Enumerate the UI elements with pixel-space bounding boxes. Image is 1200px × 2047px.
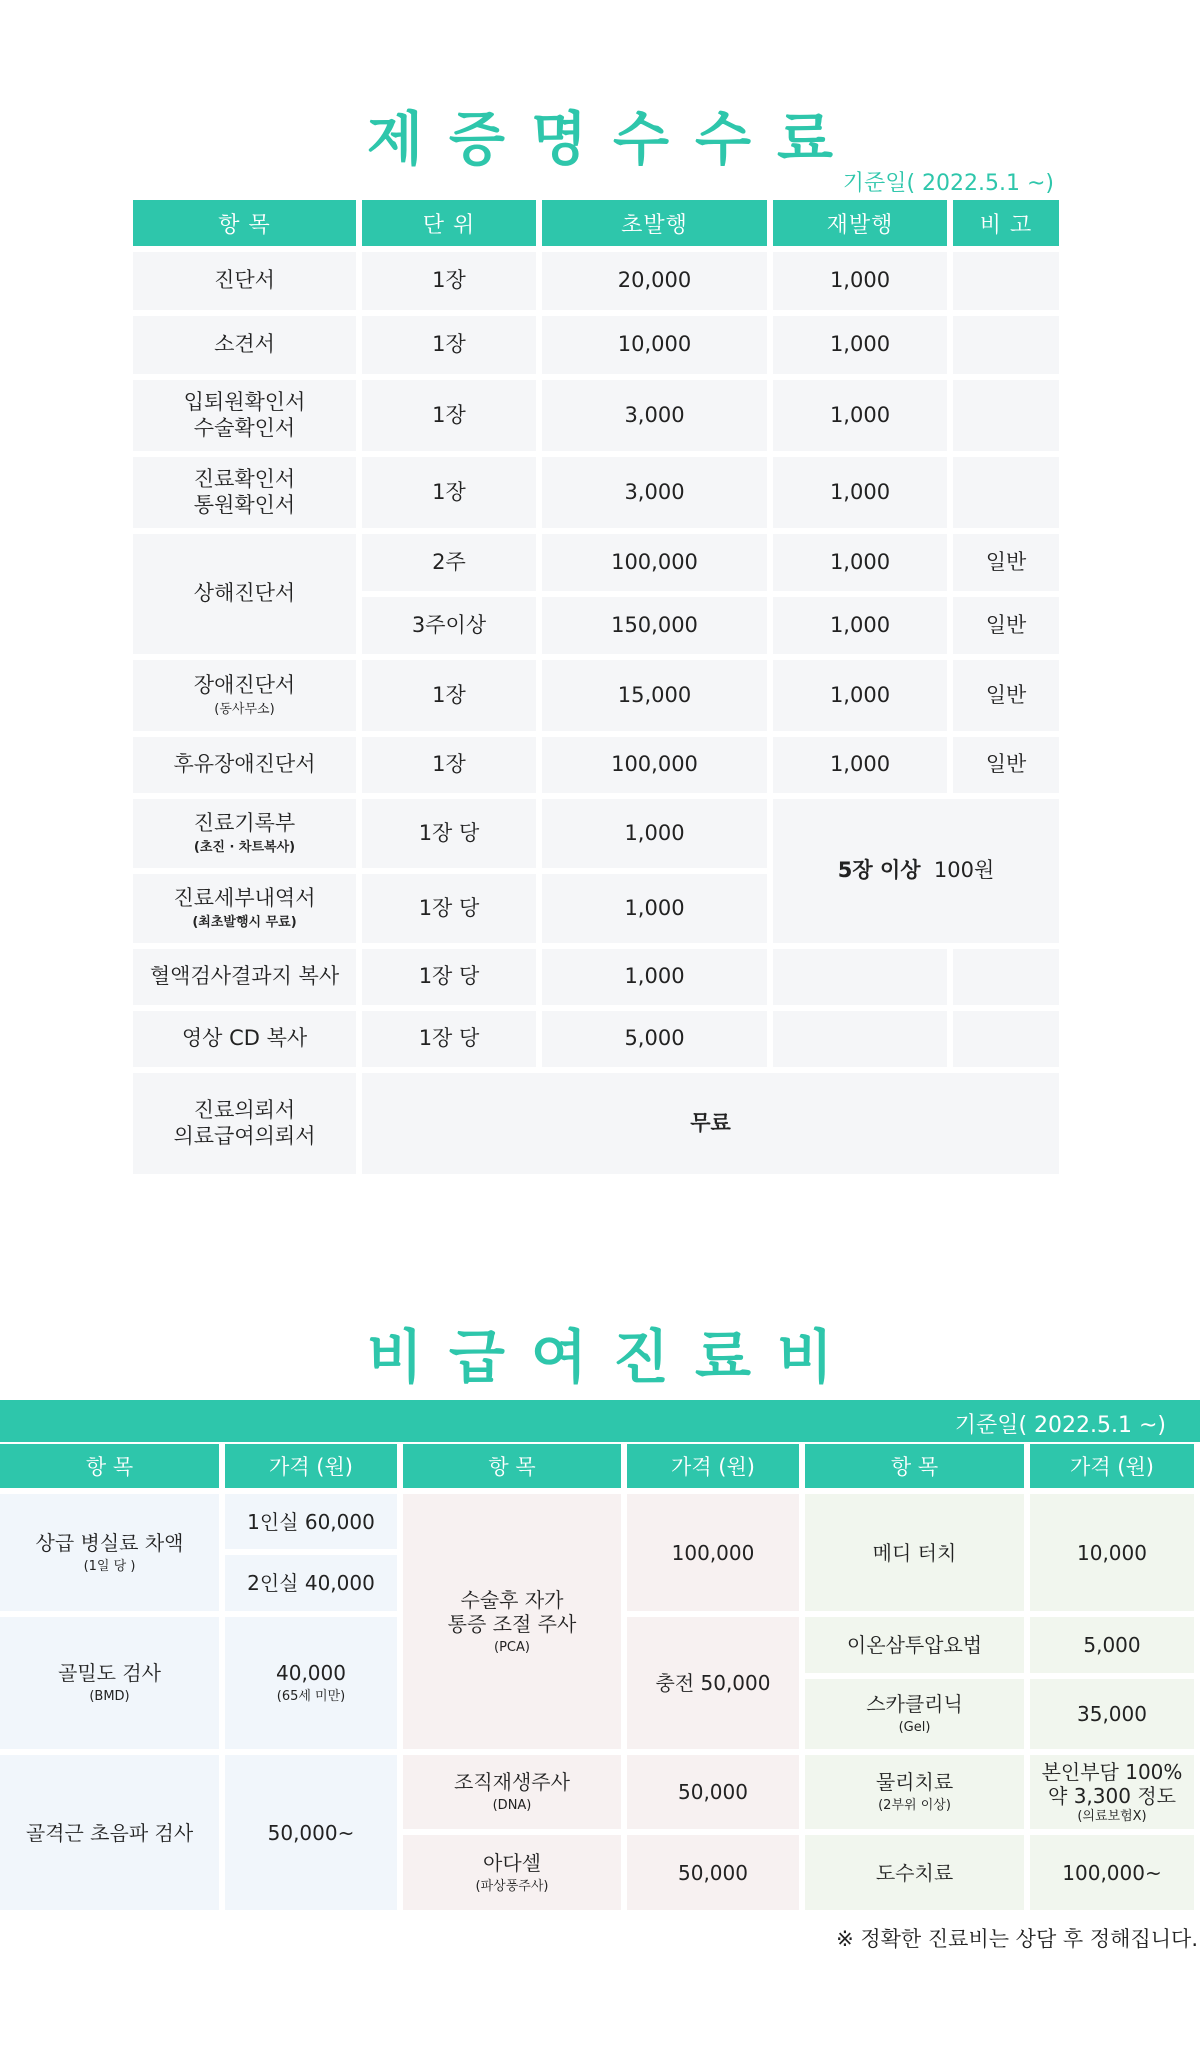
first-issue-cell: 150,000	[542, 597, 767, 654]
item-sublabel: (초진 · 차트복사)	[193, 840, 296, 856]
item-label: 조직재생주사	[454, 1770, 570, 1795]
nonbenefit-fees-table	[0, 1438, 1200, 1916]
item-cell: 혈액검사결과지 복사	[133, 949, 356, 1005]
item-label: 아다셀	[483, 1850, 541, 1875]
item-sublabel: (BMD)	[89, 1689, 130, 1705]
manual-therapy-item: 도수치료	[805, 1835, 1024, 1910]
header-item-3: 항 목	[805, 1444, 1024, 1488]
free-cell: 무료	[362, 1073, 1059, 1174]
note-cell	[953, 252, 1059, 310]
bulk-discount-price: 100원	[933, 858, 995, 883]
item-cell	[133, 660, 356, 731]
header-unit: 단 위	[362, 200, 536, 246]
table-row	[133, 737, 1059, 793]
pca-refill-price: 충전 50,000	[627, 1617, 799, 1749]
first-issue-cell: 3,000	[542, 457, 767, 528]
reissue-cell: 1,000	[773, 660, 947, 731]
note-cell: 일반	[953, 737, 1059, 793]
header-first-issue: 초발행	[542, 200, 767, 246]
medi-touch-item: 메디 터치	[805, 1494, 1024, 1611]
price-line-1: 본인부담 100%	[1041, 1759, 1183, 1784]
ultrasound-price: 50,000~	[225, 1755, 397, 1910]
item-sublabel: (DNA)	[492, 1798, 532, 1814]
table-row	[133, 949, 1059, 1005]
table-row	[133, 380, 1059, 451]
bmd-price	[225, 1617, 397, 1749]
fees-title: 제증명수수료	[366, 105, 860, 173]
note-cell	[953, 316, 1059, 374]
item-sublabel: (파상풍주사)	[475, 1878, 549, 1894]
item-cell: 후유장애진단서	[133, 737, 356, 793]
reissue-cell	[773, 949, 947, 1005]
room-single-price: 1인실 60,000	[225, 1494, 397, 1549]
fees-effective-date: 기준일( 2022.5.1 ~)	[842, 171, 1054, 196]
item-line-1: 수술후 자가	[460, 1587, 564, 1612]
unit-cell: 1장	[362, 457, 536, 528]
item-label: 장애진단서	[193, 673, 296, 698]
table-row	[133, 1073, 1059, 1174]
bmd-item	[0, 1617, 219, 1749]
first-issue-cell: 1,000	[542, 799, 767, 868]
unit-cell: 1장 당	[362, 1011, 536, 1067]
item-sublabel: (2부위 이상)	[878, 1798, 951, 1814]
price-sublabel: (의료보험X)	[1077, 1808, 1147, 1824]
reissue-cell: 1,000	[773, 457, 947, 528]
note-cell	[953, 949, 1059, 1005]
adacel-price: 50,000	[627, 1835, 799, 1910]
price-sublabel: (65세 미만)	[276, 1689, 346, 1705]
item-label: 진료기록부	[193, 811, 296, 836]
unit-cell: 2주	[362, 534, 536, 591]
reissue-cell	[773, 1011, 947, 1067]
item-sublabel: (1일 당 )	[83, 1558, 136, 1574]
item-cell: 영상 CD 복사	[133, 1011, 356, 1067]
first-issue-cell: 20,000	[542, 252, 767, 310]
table-row	[133, 1011, 1059, 1067]
header-item-1: 항 목	[0, 1444, 219, 1488]
bulk-discount-cell	[773, 799, 1059, 943]
reissue-cell: 1,000	[773, 534, 947, 591]
dna-item	[403, 1755, 621, 1829]
note-cell	[953, 1011, 1059, 1067]
unit-cell: 1장	[362, 380, 536, 451]
reissue-cell: 1,000	[773, 737, 947, 793]
pca-item	[403, 1494, 621, 1749]
nonbenefit-effective-date: 기준일( 2022.5.1 ~)	[954, 1413, 1166, 1438]
bulk-discount-label: 5장 이상	[837, 858, 921, 883]
physical-therapy-item	[805, 1755, 1024, 1829]
first-issue-cell: 5,000	[542, 1011, 767, 1067]
physical-therapy-price	[1030, 1755, 1194, 1829]
table-row	[133, 457, 1059, 528]
header-item: 항 목	[133, 200, 356, 246]
item-line-1: 진료확인서	[193, 467, 296, 492]
first-issue-cell: 1,000	[542, 874, 767, 943]
room-double-price: 2인실 40,000	[225, 1555, 397, 1611]
unit-cell: 1장	[362, 737, 536, 793]
unit-cell: 1장	[362, 316, 536, 374]
scar-clinic-price: 35,000	[1030, 1679, 1194, 1749]
scar-clinic-item	[805, 1679, 1024, 1749]
note-cell: 일반	[953, 597, 1059, 654]
item-line-1: 진료의뢰서	[193, 1098, 296, 1123]
item-sublabel: (최초발행시 무료)	[192, 915, 297, 931]
item-cell	[133, 799, 356, 868]
medi-touch-price: 10,000	[1030, 1494, 1194, 1611]
item-line-1: 입퇴원확인서	[183, 390, 306, 415]
item-line-2: 통증 조절 주사	[447, 1611, 577, 1636]
table-row	[133, 316, 1059, 374]
item-label: 물리치료	[875, 1770, 954, 1795]
ultrasound-item: 골격근 초음파 검사	[0, 1755, 219, 1910]
nonbenefit-date-band	[0, 1400, 1200, 1442]
unit-cell: 1장	[362, 660, 536, 731]
room-fee-item	[0, 1494, 219, 1611]
reissue-cell: 1,000	[773, 316, 947, 374]
table-row	[0, 1494, 1194, 1549]
item-cell: 진단서	[133, 252, 356, 310]
iontophoresis-price: 5,000	[1030, 1617, 1194, 1673]
certificate-fees-table	[127, 194, 1065, 1180]
item-cell	[133, 874, 356, 943]
header-reissue: 재발행	[773, 200, 947, 246]
item-line-2: 의료급여의뢰서	[173, 1123, 316, 1148]
first-issue-cell: 1,000	[542, 949, 767, 1005]
iontophoresis-item: 이온삼투압요법	[805, 1617, 1024, 1673]
item-sublabel: (Gel)	[898, 1720, 931, 1736]
first-issue-cell: 3,000	[542, 380, 767, 451]
item-line-2: 통원확인서	[193, 492, 296, 517]
reissue-cell: 1,000	[773, 380, 947, 451]
note-cell: 일반	[953, 660, 1059, 731]
header-price-3: 가격 (원)	[1030, 1444, 1194, 1488]
first-issue-cell: 10,000	[542, 316, 767, 374]
table-row	[133, 799, 1059, 868]
item-cell	[133, 457, 356, 528]
item-sublabel: (PCA)	[494, 1639, 530, 1655]
unit-cell: 3주이상	[362, 597, 536, 654]
item-sublabel: (동사무소)	[214, 702, 275, 718]
unit-cell: 1장 당	[362, 874, 536, 943]
table-row	[0, 1755, 1194, 1795]
first-issue-cell: 100,000	[542, 534, 767, 591]
item-line-2: 수술확인서	[193, 415, 296, 440]
item-cell: 소견서	[133, 316, 356, 374]
dna-price: 50,000	[627, 1755, 799, 1829]
header-note: 비 고	[953, 200, 1059, 246]
header-price-2: 가격 (원)	[627, 1444, 799, 1488]
item-label: 골밀도 검사	[58, 1661, 161, 1686]
table-header-row	[0, 1444, 1194, 1488]
first-issue-cell: 15,000	[542, 660, 767, 731]
unit-cell: 1장 당	[362, 949, 536, 1005]
nonbenefit-title: 비급여진료비	[366, 1323, 860, 1391]
adacel-item	[403, 1835, 621, 1910]
item-label: 스카클리닉	[866, 1692, 963, 1717]
footnote: ※ 정확한 진료비는 상담 후 정해집니다.	[836, 1927, 1198, 1951]
unit-cell: 1장	[362, 252, 536, 310]
reissue-cell: 1,000	[773, 252, 947, 310]
note-cell	[953, 380, 1059, 451]
table-row	[133, 252, 1059, 310]
table-row	[133, 534, 1059, 591]
header-item-2: 항 목	[403, 1444, 621, 1488]
item-label: 상급 병실료 차액	[35, 1530, 184, 1555]
table-header-row	[133, 200, 1059, 246]
item-cell	[133, 380, 356, 451]
reissue-cell: 1,000	[773, 597, 947, 654]
table-row	[133, 660, 1059, 731]
pca-price: 100,000	[627, 1494, 799, 1611]
note-cell: 일반	[953, 534, 1059, 591]
unit-cell: 1장 당	[362, 799, 536, 868]
price-line-2: 약 3,300 정도	[1048, 1783, 1176, 1808]
price-label: 40,000	[276, 1661, 346, 1686]
note-cell	[953, 457, 1059, 528]
header-price-1: 가격 (원)	[225, 1444, 397, 1488]
item-cell: 상해진단서	[133, 534, 356, 654]
first-issue-cell: 100,000	[542, 737, 767, 793]
item-label: 진료세부내역서	[173, 886, 316, 911]
item-cell	[133, 1073, 356, 1174]
manual-therapy-price: 100,000~	[1030, 1835, 1194, 1910]
